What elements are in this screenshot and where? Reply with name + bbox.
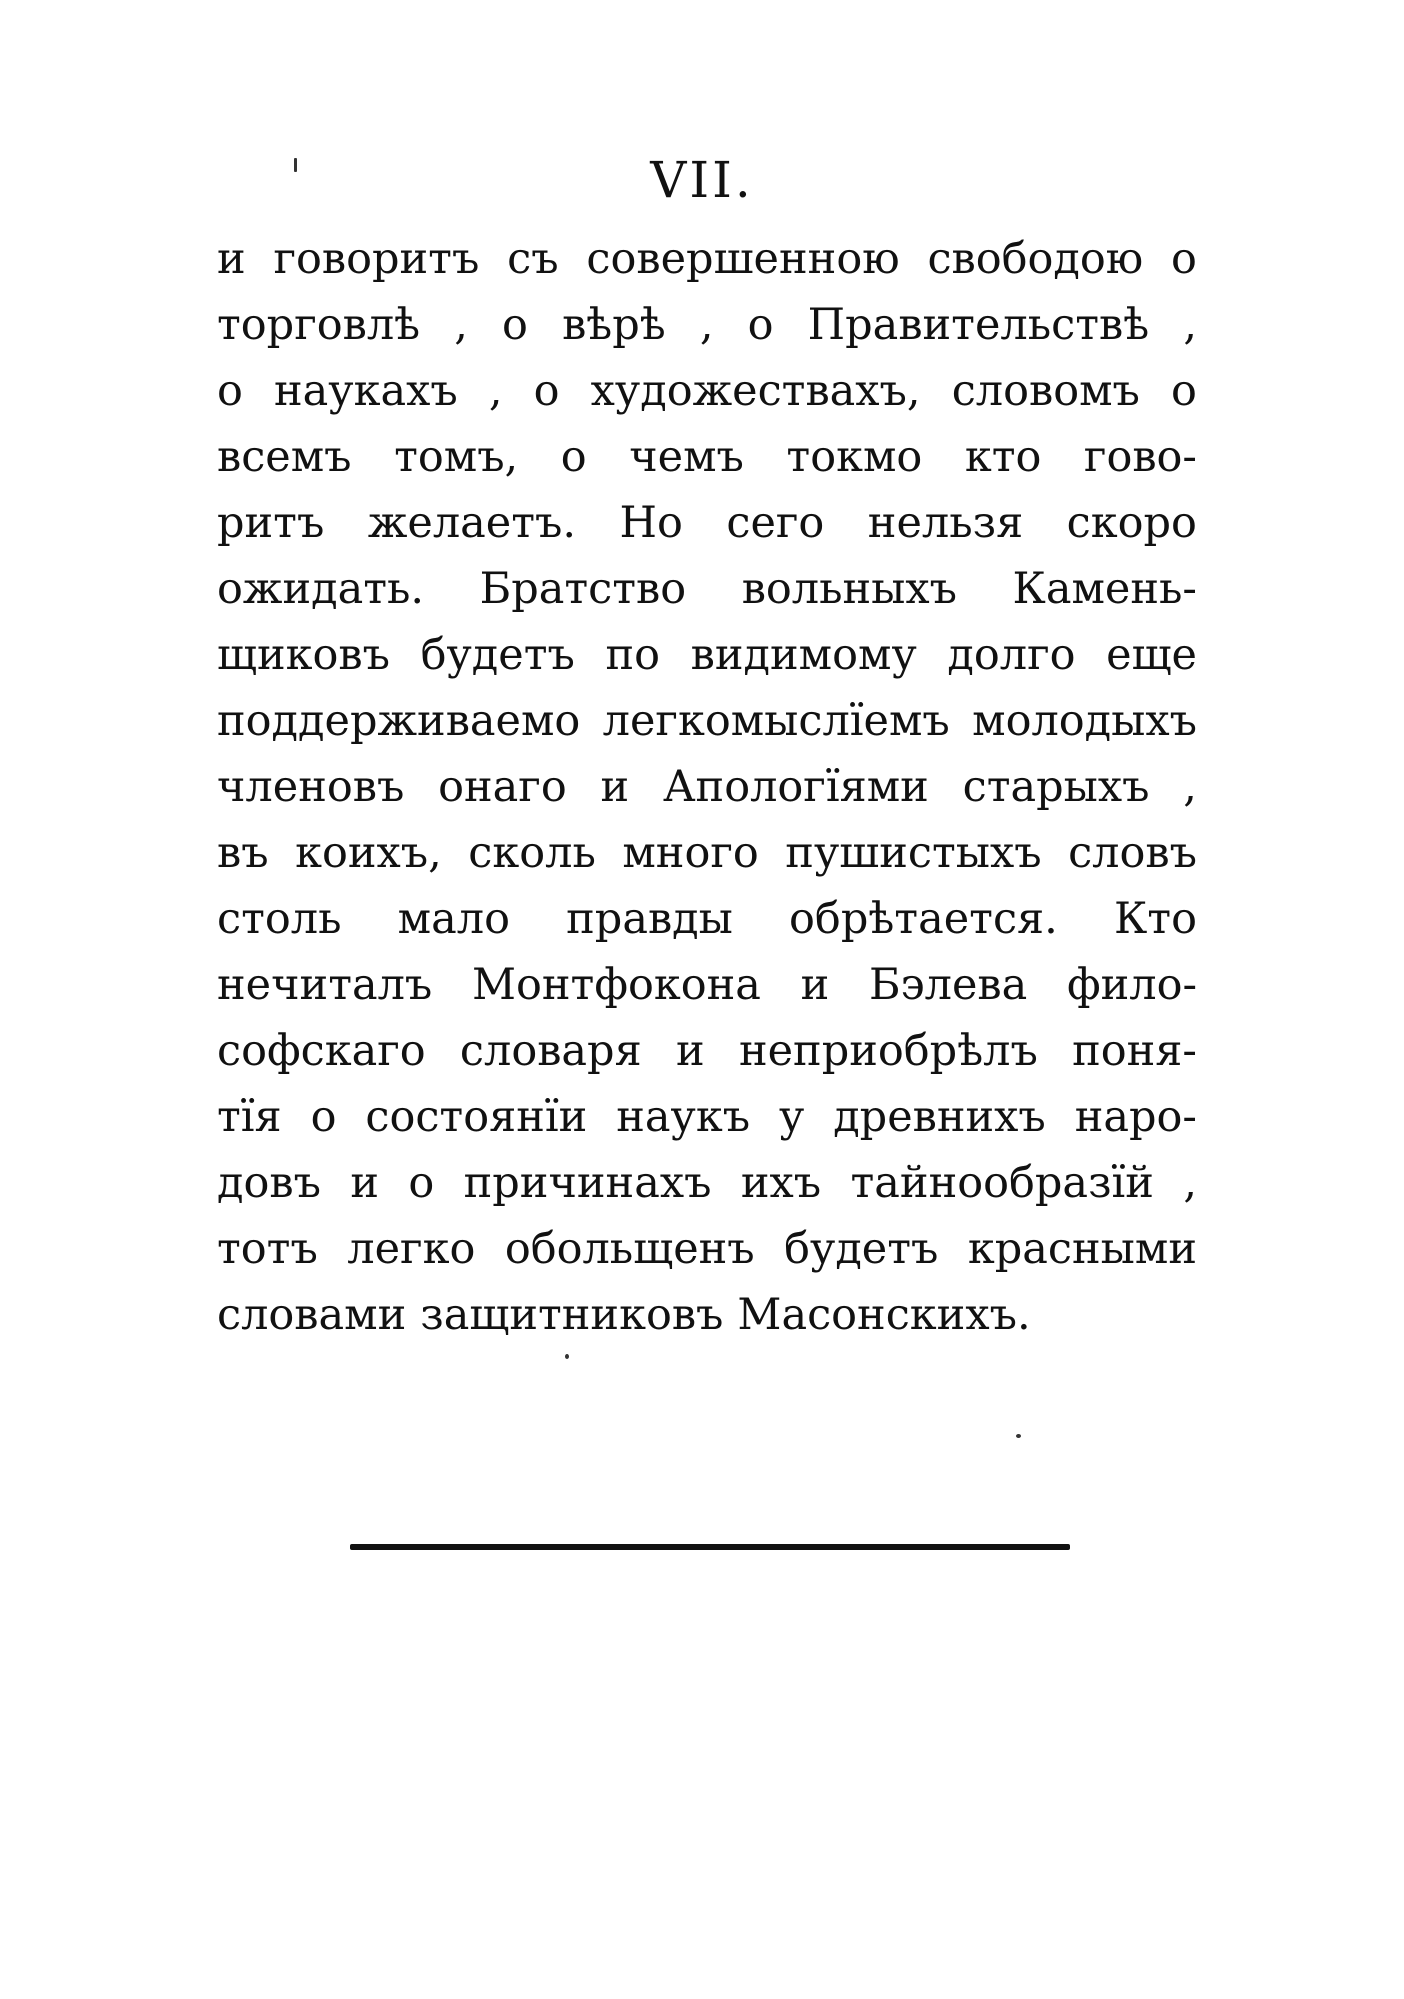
word: красными xyxy=(967,1224,1197,1274)
word: ожидать. xyxy=(217,564,425,614)
word: , xyxy=(1183,762,1197,812)
word: обрѣтается. xyxy=(789,894,1058,944)
word: словами xyxy=(217,1290,407,1340)
word: Братство xyxy=(479,564,687,614)
word: всемъ xyxy=(217,432,352,482)
word: вѣрѣ xyxy=(562,300,666,350)
word: по xyxy=(605,630,661,680)
word: о xyxy=(1171,366,1197,416)
word: о xyxy=(502,300,528,350)
word: долго xyxy=(947,630,1076,680)
text-line xyxy=(217,886,1197,952)
word: наукъ xyxy=(616,1092,751,1142)
text-line xyxy=(217,424,1197,490)
word: Правительствѣ xyxy=(807,300,1150,350)
word: , xyxy=(1183,300,1197,350)
word: будетъ xyxy=(420,630,575,680)
word: торговлѣ xyxy=(217,300,421,350)
text-line xyxy=(217,952,1197,1018)
word: о xyxy=(560,432,587,482)
word: членовъ xyxy=(217,762,405,812)
word: и xyxy=(217,234,246,284)
text-line xyxy=(217,688,1197,754)
word: словъ xyxy=(1068,828,1197,878)
word: и xyxy=(676,1026,705,1076)
word: сколь xyxy=(468,828,596,878)
page-number: VII. xyxy=(650,151,754,209)
word: Масонскихъ. xyxy=(737,1290,1031,1340)
word: состоянїи xyxy=(365,1092,588,1142)
word: легкомыслїемъ xyxy=(602,696,950,746)
word: наро- xyxy=(1074,1092,1197,1142)
text-line xyxy=(217,1018,1197,1084)
word: словомъ xyxy=(951,366,1140,416)
text-line xyxy=(217,226,1197,292)
text-line xyxy=(217,1084,1197,1150)
word: чемъ xyxy=(629,432,744,482)
word: о xyxy=(1171,234,1197,284)
word: ихъ xyxy=(740,1158,822,1208)
word: вольныхъ xyxy=(741,564,958,614)
ink-speck xyxy=(1016,1434,1021,1438)
word: о xyxy=(310,1092,337,1142)
word: о xyxy=(408,1158,435,1208)
text-line xyxy=(217,1150,1197,1216)
text-line xyxy=(217,1282,1197,1348)
word: старыхъ xyxy=(962,762,1150,812)
word: о xyxy=(533,366,560,416)
word: кто xyxy=(964,432,1042,482)
word: свободою xyxy=(927,234,1144,284)
word: щиковъ xyxy=(217,630,390,680)
word: фило- xyxy=(1066,960,1197,1010)
word: Но xyxy=(619,498,683,548)
word: , xyxy=(488,366,503,416)
word: художествахъ, xyxy=(590,366,921,416)
word: нельзя xyxy=(867,498,1024,548)
word: пушистыхъ xyxy=(785,828,1042,878)
word: поня- xyxy=(1072,1026,1197,1076)
word: столь xyxy=(217,894,342,944)
word: и xyxy=(350,1158,379,1208)
word: ритъ xyxy=(217,498,325,548)
text-line xyxy=(217,358,1197,424)
word: томъ, xyxy=(394,432,519,482)
text-line xyxy=(217,292,1197,358)
word: тїя xyxy=(217,1092,282,1142)
word: видимому xyxy=(690,630,917,680)
end-of-text-rule xyxy=(350,1544,1070,1550)
word: поддерживаемо xyxy=(217,696,581,746)
text-line xyxy=(217,820,1197,886)
word: у xyxy=(778,1092,805,1142)
word: словаря xyxy=(459,1026,642,1076)
word: Кто xyxy=(1114,894,1197,944)
word: Монтфокона xyxy=(471,960,761,1010)
word: сего xyxy=(726,498,825,548)
word: , xyxy=(699,300,714,350)
text-line xyxy=(217,1216,1197,1282)
word: Бэлева xyxy=(868,960,1028,1010)
word: въ xyxy=(217,828,269,878)
word: и xyxy=(600,762,630,812)
word: причинахъ xyxy=(463,1158,712,1208)
word: еще xyxy=(1106,630,1197,680)
word: говоритъ xyxy=(273,234,480,284)
word: желаетъ. xyxy=(367,498,577,548)
word: о xyxy=(217,366,243,416)
word: и xyxy=(800,960,830,1010)
word: довъ xyxy=(217,1158,321,1208)
word: наукахъ xyxy=(274,366,458,416)
word: коихъ, xyxy=(295,828,442,878)
word: молодыхъ xyxy=(972,696,1197,746)
word: , xyxy=(1183,1158,1197,1208)
word: скоро xyxy=(1066,498,1197,548)
text-line xyxy=(217,490,1197,556)
word: Апологїями xyxy=(662,762,929,812)
word: древнихъ xyxy=(833,1092,1046,1142)
text-line xyxy=(217,556,1197,622)
word: легко xyxy=(347,1224,476,1274)
word: защитниковъ xyxy=(420,1290,724,1340)
ink-speck xyxy=(565,1354,569,1359)
word: Камень- xyxy=(1012,564,1197,614)
word: неприобрѣлъ xyxy=(738,1026,1038,1076)
word: съ xyxy=(507,234,559,284)
word: совершенною xyxy=(586,234,900,284)
word: тотъ xyxy=(217,1224,318,1274)
word: , xyxy=(454,300,468,350)
word: токмо xyxy=(786,432,923,482)
ink-speck xyxy=(294,158,297,172)
word: нечиталъ xyxy=(217,960,433,1010)
word: софскаго xyxy=(217,1026,426,1076)
word: гово- xyxy=(1083,432,1197,482)
word: мало xyxy=(397,894,510,944)
word: много xyxy=(622,828,759,878)
text-line xyxy=(217,622,1197,688)
word: будетъ xyxy=(784,1224,939,1274)
body-text xyxy=(217,226,1197,1348)
word: тайнообразїй xyxy=(850,1158,1154,1208)
word: онаго xyxy=(438,762,567,812)
word: о xyxy=(747,300,774,350)
word: правды xyxy=(566,894,733,944)
text-line xyxy=(217,754,1197,820)
word: обольщенъ xyxy=(504,1224,755,1274)
